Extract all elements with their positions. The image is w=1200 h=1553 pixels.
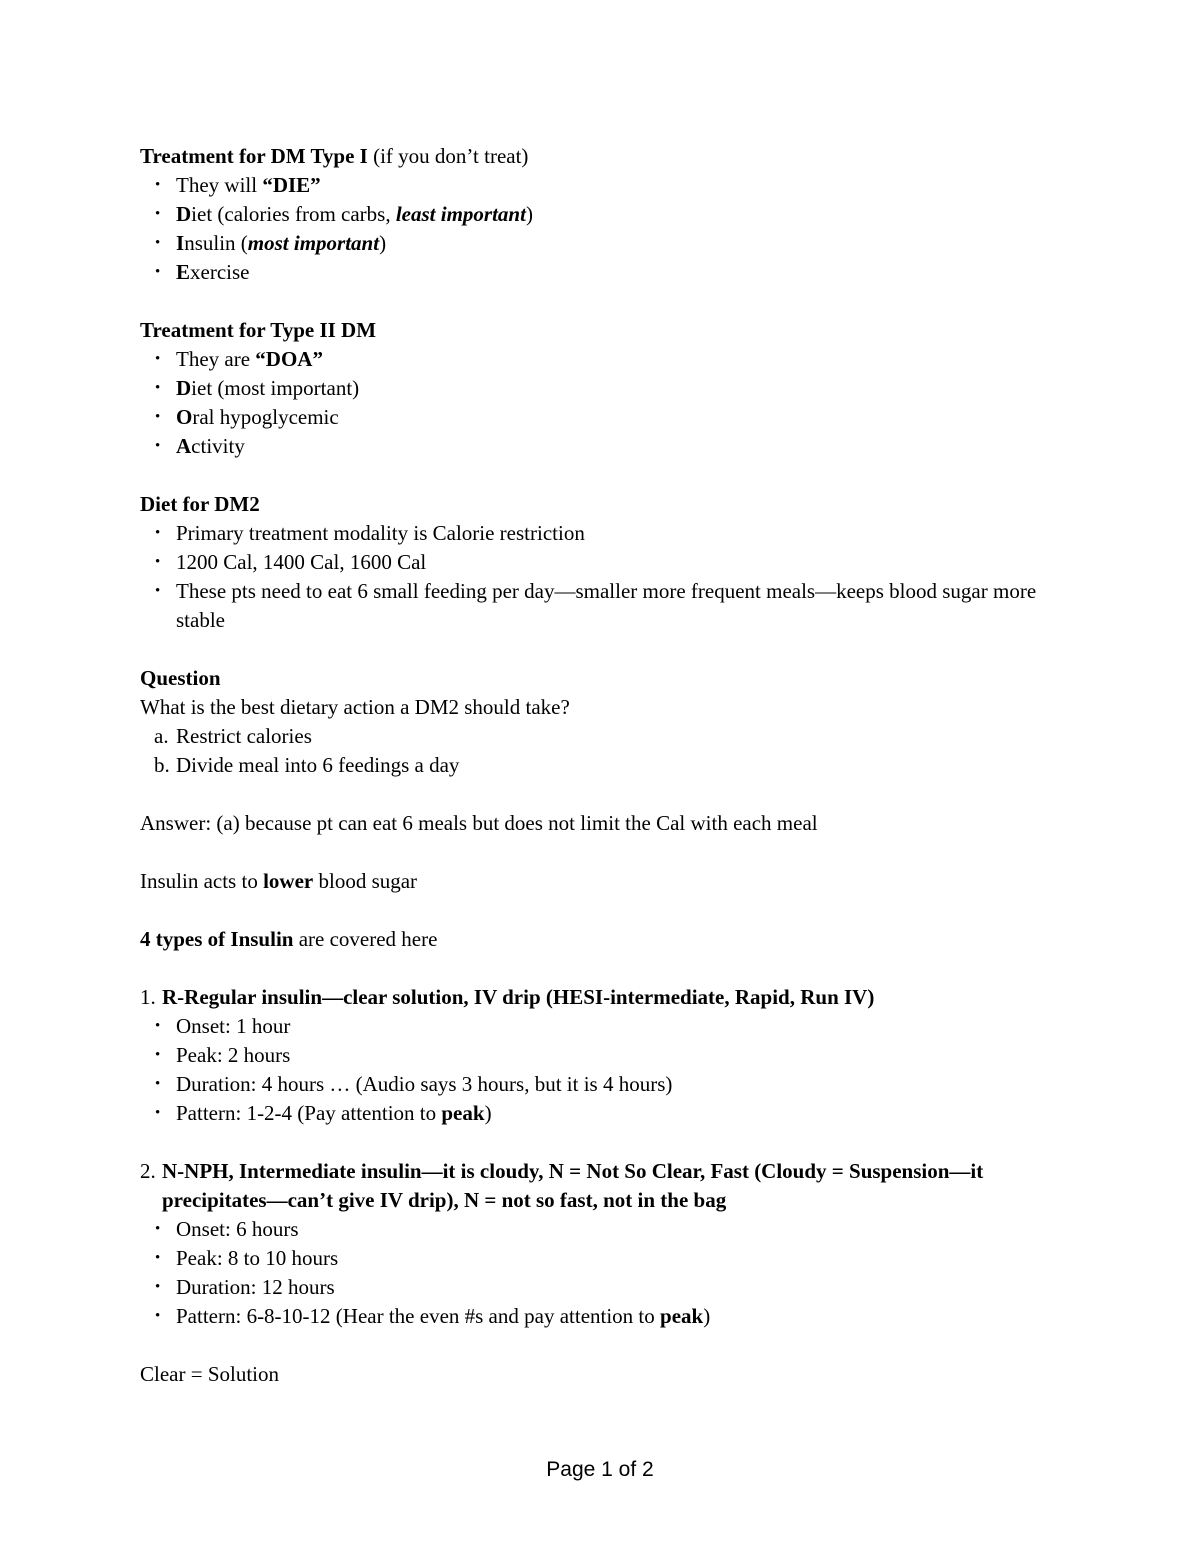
list-item: • Diet (most important) <box>140 374 1080 403</box>
list-item: • Primary treatment modality is Calorie restriction <box>140 519 1080 548</box>
answer-option: a. Restrict calories <box>154 724 312 748</box>
list-item: • Insulin (most important) <box>140 229 1080 258</box>
list-item: • Duration: 4 hours … (Audio says 3 hours, but it is 4 hours) <box>140 1070 1080 1099</box>
list-item: • Duration: 12 hours <box>140 1273 1080 1302</box>
list-item: • Pattern: 6-8-10-12 (Hear the even #s and pay attention to peak) <box>140 1302 1080 1331</box>
list-item: • 1200 Cal, 1400 Cal, 1600 Cal <box>140 548 1080 577</box>
list-item: • These pts need to eat 6 small feeding per day—smaller more frequent meals—keeps blood sugar more stable <box>140 577 1080 635</box>
list-item: • They are “DOA” <box>140 345 1080 374</box>
clear-solution-note: Clear = Solution <box>140 1362 280 1386</box>
list-item: • Onset: 1 hour <box>140 1012 1080 1041</box>
document-body <box>140 142 1080 1389</box>
answer-text: Answer: (a) because pt can eat 6 meals but does not limit the Cal with each meal <box>140 811 818 835</box>
insulin-types-statement: 4 types of Insulin are covered here <box>140 927 438 951</box>
regular-insulin-heading: 1. R-Regular insulin—clear solution, IV drip (HESI-intermediate, Rapid, Run IV) <box>140 985 875 1009</box>
question-text: What is the best dietary action a DM2 should take? <box>140 695 570 719</box>
insulin-statement: Insulin acts to lower blood sugar <box>140 869 418 893</box>
list-item: • Peak: 8 to 10 hours <box>140 1244 1080 1273</box>
list-item: • Pattern: 1-2-4 (Pay attention to peak) <box>140 1099 1080 1128</box>
list-item: • Diet (calories from carbs, least important) <box>140 200 1080 229</box>
answer-option: b. Divide meal into 6 feedings a day <box>154 753 460 777</box>
list-item: • Activity <box>140 432 1080 461</box>
list-item: • Onset: 6 hours <box>140 1215 1080 1244</box>
nph-insulin-heading: 2. N-NPH, Intermediate insulin—it is cloudy, N = Not So Clear, Fast (Cloudy = Suspension—it precipitates—can’t give IV drip), N = not so fast, not in the bag <box>140 1159 984 1212</box>
list-item: • They will “DIE” <box>140 171 1080 200</box>
question-heading: Question <box>140 666 221 690</box>
list-item: • Exercise <box>140 258 1080 287</box>
section-heading-type2: Treatment for Type II DM <box>140 318 377 342</box>
list-item: • Peak: 2 hours <box>140 1041 1080 1070</box>
page-number: Page 1 of 2 <box>546 1458 654 1481</box>
section-heading-type1: Treatment for DM Type I (if you don’t treat) <box>140 144 529 168</box>
section-heading-diet: Diet for DM2 <box>140 492 260 516</box>
list-item: • Oral hypoglycemic <box>140 403 1080 432</box>
